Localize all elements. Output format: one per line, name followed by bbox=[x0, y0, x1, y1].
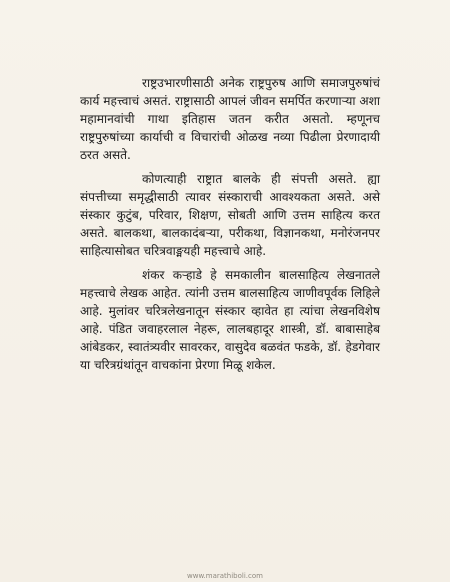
paragraph-3: शंकर कऱ्हाडे हे समकालीन बालसाहित्य लेखनातले महत्त्वाचे लेखक आहेत. त्यांनी उत्तम बालसाहित्य जाणीवपूर्वक लिहिले आहे. मुलांवर चरित्रलेखनातून संस्कार व्हावेत हा त्यांचा लेखनविशेष आहे. पंडित जवाहरलाल नेहरू, लालबहादूर शास्त्री, डॉ. बाबासाहेब आंबेडकर, स्वातंत्र्यवीर सावरकर, वासुदेव बळवंत फडके, डॉ. हेडगेवार या चरित्रग्रंथांतून वाचकांना प्रेरणा मिळू शकेल. bbox=[80, 268, 380, 372]
body-text bbox=[80, 74, 380, 374]
paragraph-1: राष्ट्रउभारणीसाठी अनेक राष्ट्रपुरुष आणि समाजपुरुषांचं कार्य महत्त्वाचं असतं. राष्ट्रासाठी आपलं जीवन समर्पित करणाऱ्या अशा महामानवांची गाथा इतिहास जतन करीत असतो. म्हणूनच राष्ट्रपुरुषांच्या कार्याची व विचारांची ओळख नव्या पिढीला प्रेरणादायी ठरत असते. bbox=[80, 76, 380, 162]
paragraph-2: कोणत्याही राष्ट्रात बालके ही संपत्ती असते. ह्या संपत्तीच्या समृद्धीसाठी त्यावर संस्काराची आवश्यकता असते. असे संस्कार कुटुंब, परिवार, शिक्षण, सोबती आणि उत्तम साहित्य करत असते. बालकथा, बालकादंबऱ्या, परीकथा, विज्ञानकथा, मनोरंजनपर साहित्यासोबत चरित्रवाङ्मयही महत्त्वाचे आहे. bbox=[80, 172, 380, 258]
footer-watermark: www.marathiboli.com bbox=[187, 572, 263, 580]
